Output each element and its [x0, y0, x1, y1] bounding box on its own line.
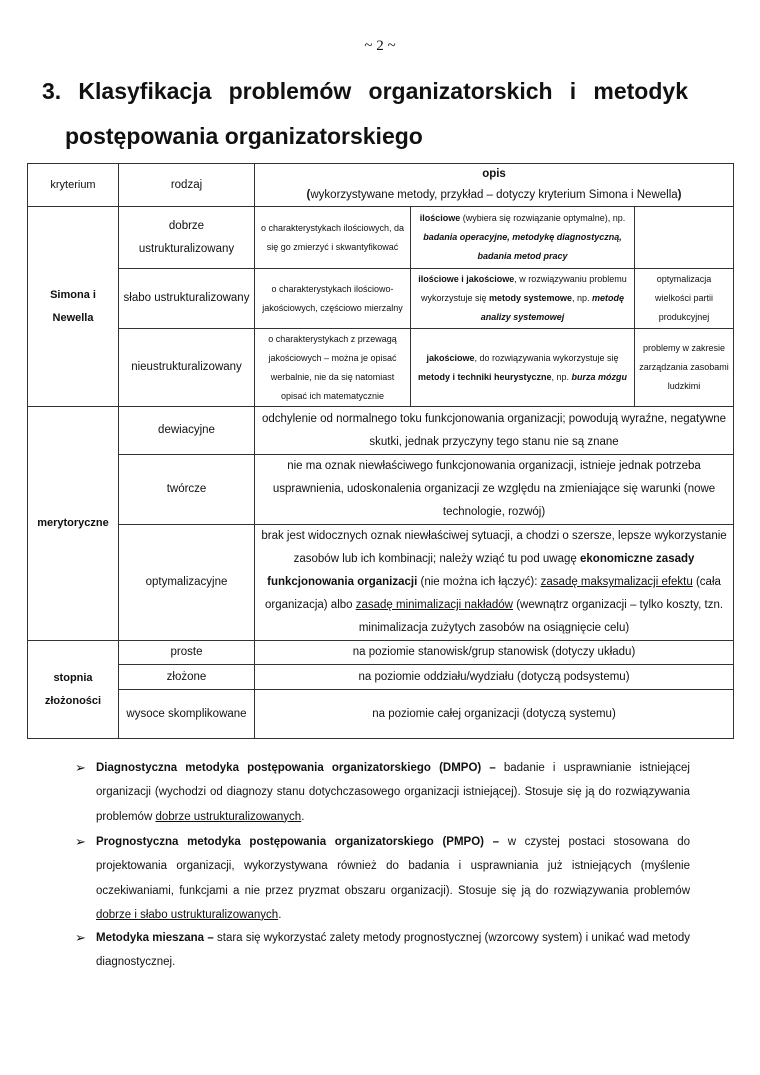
text-segment: metody systemowe	[488, 293, 573, 303]
type-cell: nieustrukturalizowany	[119, 329, 255, 407]
type-cell: dobrze ustrukturalizowany	[119, 207, 255, 269]
type-cell: słabo ustrukturalizowany	[119, 269, 255, 329]
text-segment: metody i techniki heurystyczne	[417, 371, 552, 382]
text-segment: ekonomiczne zasady funkcjonowania organizacji	[267, 553, 695, 588]
text-segment: ilościowe i jakościowe	[418, 274, 515, 284]
text-segment: Diagnostyczna metodyka postępowania organizatorskiego (DMPO) –	[96, 762, 496, 774]
arrowhead-bullet-icon: ➢	[75, 834, 86, 849]
text-segment: na poziomie całej organizacji (dotyczą systemu)	[372, 707, 616, 720]
characteristics-cell	[255, 207, 411, 269]
criterion-zlozonosc: stopnia złożoności	[28, 641, 119, 739]
text-segment: (cała organizacja) albo	[264, 576, 721, 611]
text-segment: w czystej postaci stosowana do projektowania organizacji, wykorzystywana również do badania i usprawniania już istniejących (myślenie oczekiwaniami, funkcjami a nie przez pryzmat obszaru organizacji). Stosuje się ją do rozwiązywania problemów	[96, 836, 690, 897]
header-rodzaj: rodzaj	[119, 164, 255, 207]
text-segment: burza mózgu	[571, 371, 628, 382]
text-segment: )	[677, 189, 682, 201]
table-row	[28, 269, 734, 329]
methods-cell	[411, 207, 635, 269]
table-row	[28, 455, 734, 525]
text-segment: .	[301, 810, 305, 823]
table-row	[28, 690, 734, 739]
description-cell	[255, 690, 734, 739]
description-cell	[255, 641, 734, 665]
text-segment: , np.	[572, 293, 593, 303]
example-cell	[635, 329, 734, 407]
text-segment: , do rozwiązywania wykorzystuje się	[474, 352, 619, 363]
text-segment: dobrze ustrukturalizowanych	[155, 810, 302, 823]
type-cell: złożone	[119, 665, 255, 690]
text-segment: na poziomie oddziału/wydziału (dotyczą podsystemu)	[358, 670, 630, 683]
header-opis-sub	[307, 189, 682, 201]
arrowhead-bullet-icon: ➢	[75, 930, 86, 945]
text-segment: Metodyka mieszana –	[96, 932, 214, 944]
example-cell	[635, 269, 734, 329]
text-segment: o charakterystykach ilościowych, da się go zmierzyć i skwantyfikować	[260, 222, 405, 252]
header-opis	[255, 164, 734, 207]
bullet-text	[96, 830, 690, 927]
type-cell: proste	[119, 641, 255, 665]
criterion-merytoryczne: merytoryczne	[28, 407, 119, 641]
text-segment: badanie i usprawnianie istniejącej organizacji (wychodzi od diagnozy stanu dotychczasowego organizacji istniejącej). Stosuje się ją do rozwiązywania problemów	[96, 762, 690, 823]
header-opis-title: opis	[482, 168, 506, 180]
description-cell	[255, 525, 734, 641]
bullet-item-pmpo	[75, 830, 690, 927]
example-cell	[635, 207, 734, 269]
bullet-text	[96, 926, 690, 975]
text-segment: brak jest widocznych oznak niewłaściwej sytuacji, a chodzi o szersze, lepsze wykorzystanie zasobów lub ich kombinacji; należy wziąć tu pod uwagę	[261, 530, 727, 565]
arrowhead-bullet-icon: ➢	[75, 760, 86, 775]
section-title: 3. Klasyfikacja problemów organizatorskich i metodyk	[42, 78, 688, 104]
characteristics-cell	[255, 329, 411, 407]
description-cell	[255, 665, 734, 690]
text-segment: stara się wykorzystać zalety metody prognostycznej (wzorcowy system) i unikać wad metody diagnostycznej.	[96, 932, 690, 969]
text-segment: (wybiera się rozwiązanie optymalne), np.	[460, 213, 626, 223]
type-cell: twórcze	[119, 455, 255, 525]
text-segment: o charakterystykach z przewagą jakościowych – można je opisać werbalnie, nie da się natomiast opisać ich matematycznie	[268, 333, 397, 401]
table-row	[28, 207, 734, 269]
table-row	[28, 407, 734, 455]
text-segment: ilościowe	[419, 213, 461, 223]
text-segment: , np.	[551, 371, 572, 382]
description-cell	[255, 407, 734, 455]
text-segment: (nie można ich łączyć):	[417, 576, 541, 588]
bullet-text	[96, 756, 690, 829]
text-segment: zasadę minimalizacji nakładów	[355, 599, 513, 611]
characteristics-cell	[255, 269, 411, 329]
text-segment: metodę analizy systemowej	[480, 293, 625, 322]
table-header-row	[28, 164, 734, 207]
description-cell	[255, 455, 734, 525]
table-row	[28, 329, 734, 407]
section-title-continued: postępowania organizatorskiego	[65, 123, 423, 149]
table-row	[28, 525, 734, 641]
text-segment: optymalizacja wielkości partii produkcyjnej	[655, 274, 714, 322]
text-segment: dobrze i słabo ustrukturalizowanych	[96, 908, 279, 921]
text-segment: nie ma oznak niewłaściwego funkcjonowania organizacji, istnieje jednak potrzeba usprawnienia, udoskonalenia organizacji ze względu na zmieniające się warunki (nowe technologie, rozwój)	[272, 460, 716, 518]
table-row	[28, 665, 734, 690]
criterion-simona: Simona i Newella	[28, 207, 119, 407]
text-segment: odchylenie od normalnego toku funkcjonowania organizacji; powodują wyraźne, negatywne skutki, jednak przyczyny tego stanu nie są znane	[261, 412, 727, 448]
methods-cell	[411, 269, 635, 329]
text-segment: badania operacyjne, metodykę diagnostyczną, badania metod pracy	[423, 232, 622, 261]
text-segment: zasadę maksymalizacji efektu	[540, 576, 693, 588]
text-segment: Prognostyczna metodyka postępowania organizatorskiego (PMPO) –	[96, 836, 500, 848]
type-cell: wysoce skomplikowane	[119, 690, 255, 739]
text-segment: wykorzystywane metody, przykład – dotyczy kryterium Simona i Newella	[310, 189, 678, 201]
type-cell: optymalizacyjne	[119, 525, 255, 641]
text-segment: (wewnątrz organizacji – tylko koszty, tzn. minimalizacja zużytych zasobów na osiągnięcie celu)	[358, 599, 724, 634]
methods-cell	[411, 329, 635, 407]
page-number: ~ 2 ~	[364, 38, 396, 54]
text-segment: .	[278, 908, 282, 921]
text-segment: (	[306, 189, 311, 201]
text-segment: problemy w zakresie zarządzania zasobami ludzkimi	[639, 343, 729, 391]
bullet-item-dmpo	[75, 756, 690, 829]
classification-table	[27, 163, 734, 739]
header-kryterium: kryterium	[28, 164, 119, 207]
text-segment: na poziomie stanowisk/grup stanowisk (dotyczy układu)	[352, 646, 636, 658]
text-segment: o charakterystykach ilościowo-jakościowych, częściowo mierzalny	[262, 283, 403, 313]
table-row	[28, 641, 734, 665]
text-segment: , w rozwiązywaniu problemu wykorzystuje się	[420, 274, 627, 303]
text-segment: jakościowe	[426, 352, 475, 363]
type-cell: dewiacyjne	[119, 407, 255, 455]
bullet-item-mixed	[75, 926, 690, 975]
